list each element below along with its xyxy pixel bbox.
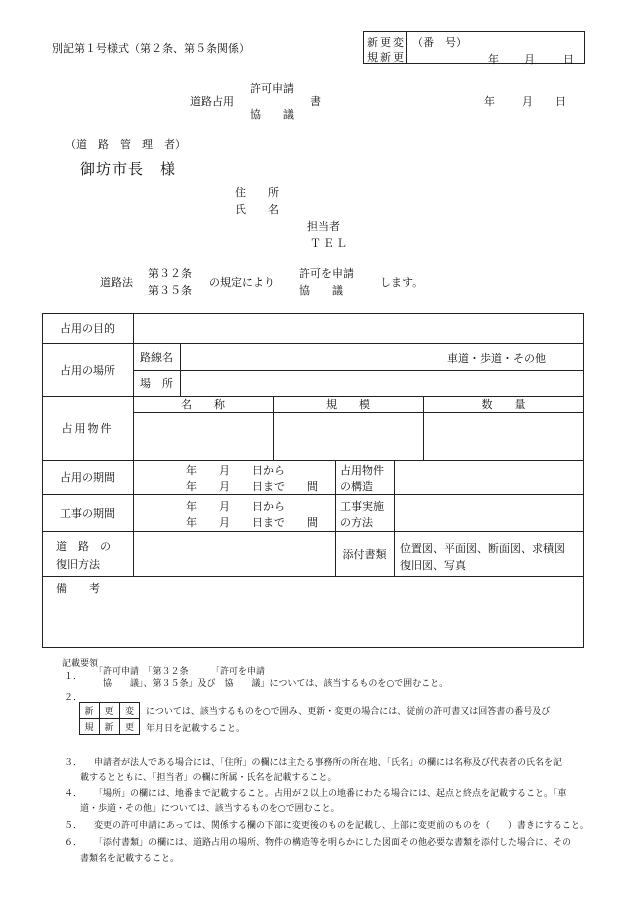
place-label: 占用の場所 <box>60 363 115 377</box>
title-date-month: 月 <box>522 95 533 108</box>
note4-line1: 「場所」の欄には、地番まで記載すること。占用が２以上の地番にわたる場合には、起点と終点を記載すること。「車 <box>94 789 567 799</box>
stamp-date-day: 日 <box>563 53 574 66</box>
title-option-bottom: 協 議 <box>250 108 294 121</box>
attachments-line2: 復旧図、写真 <box>400 559 466 572</box>
location-label: 場 所 <box>140 377 173 390</box>
note4-line2: 道・歩道・その他」については、該当するものを○で囲むこと。 <box>80 804 340 814</box>
notes-heading: 記載要領 <box>62 659 99 669</box>
column-name: 名 称 <box>181 398 225 411</box>
road-type-options: 車道・歩道・その他 <box>447 352 546 365</box>
note5-line1: 変更の許可申請にあっては、関係する欄の下部に変更後のものを記載し、上部に変更前のものを（ ）書きにすること。 <box>94 821 589 831</box>
route-name-label: 路線名 <box>140 350 173 364</box>
work-period-label: 工事の期間 <box>60 506 115 520</box>
note1-line2: 協 議」、第３５条」及び 協 議」については、該当するものを○で囲むこと。 <box>94 679 449 689</box>
article-top: 第３２条 <box>148 267 192 280</box>
stamp-date-month: 月 <box>524 53 535 66</box>
title-prefix: 道路占用 <box>190 95 234 108</box>
road-manager-label: （道 路 管 理 者） <box>65 138 186 151</box>
note6-line1: 「添付書類」の欄には、道路占用の場所、物件の構造等を明らかにした図面その他必要な書類を添付した場合に、その <box>94 838 572 848</box>
request-top: 許可を申請 <box>299 267 354 280</box>
note1-line1: 「許可申請 「第３２条 「許可を申請 <box>94 667 266 677</box>
note2-box-cell: 新 <box>104 723 114 733</box>
note2-box-cell: 更 <box>104 706 114 717</box>
address-label: 住 所 <box>235 186 279 199</box>
attachments-label: 添付書類 <box>342 547 387 561</box>
work-method-label-bottom: の方法 <box>340 516 373 529</box>
purpose-label: 占用の目的 <box>60 322 115 335</box>
contact-person-label: 担当者 <box>307 220 340 233</box>
note6-line2: 書類名を記載すること。 <box>80 854 180 864</box>
name-label: 氏 名 <box>235 203 279 216</box>
column-quantity: 数 量 <box>481 398 526 411</box>
title-date-year: 年 <box>484 95 495 108</box>
restore-label-bottom: 復旧方法 <box>56 558 100 571</box>
note3-line1: 申請者が法人である場合には、「住所」の欄には主たる事務所の所在地、「氏名」の欄には名称及び代表者の氏名を記 <box>94 758 563 768</box>
period-label: 占用の期間 <box>60 471 115 484</box>
note2-box-cell: 新 <box>84 706 94 717</box>
stamp-row-bottom: 規新更 <box>367 51 406 64</box>
statement-ending: します。 <box>380 276 424 289</box>
article-bottom: 第３５条 <box>148 284 192 297</box>
note1-number: １． <box>64 672 83 682</box>
work-to: 年 月 日まで 間 <box>186 516 318 529</box>
column-scale: 規 模 <box>326 398 370 411</box>
note2-line1: については、該当するものを○で囲み、更新・変更の場合には、従前の許可書又は回答書の番号及び <box>146 707 551 717</box>
period-from: 年 月 日から <box>186 464 285 477</box>
note2-box-cell: 更 <box>124 723 134 733</box>
note6-number: ６． <box>64 838 83 848</box>
structure-label-bottom: の構造 <box>340 480 373 493</box>
addressee-name: 御坊市長 様 <box>80 160 177 178</box>
work-method-label-top: 工事実施 <box>340 500 384 513</box>
note4-number: ４． <box>64 789 83 799</box>
request-bottom: 協 議 <box>299 284 343 297</box>
number-label: （番 号） <box>412 36 467 49</box>
law-label: 道路法 <box>100 276 133 289</box>
objects-label: 占用物件 <box>61 422 114 435</box>
title-suffix: 書 <box>310 95 321 108</box>
title-date-day: 日 <box>555 95 566 108</box>
attachments-line1: 位置図、平面図、断面図、求積図 <box>400 542 565 555</box>
statement-middle: の規定により <box>209 276 275 289</box>
form-number: 別記第１号様式（第２条、第５条関係） <box>52 42 250 55</box>
work-from: 年 月 日から <box>186 500 285 513</box>
stamp-date-year: 年 <box>488 53 499 66</box>
note3-line2: 載するとともに、「担当者」の欄に所属・氏名を記載すること。 <box>80 773 337 783</box>
note2-box-cell: 変 <box>124 706 134 717</box>
note2-number: ２． <box>64 693 83 703</box>
note2-line2: 年月日を記載すること。 <box>146 724 246 734</box>
stamp-row-top: 新更変 <box>367 36 406 49</box>
note2-box-cell: 規 <box>84 723 94 733</box>
remarks-label: 備 考 <box>56 582 100 595</box>
period-to: 年 月 日まで 間 <box>186 480 318 493</box>
note3-number: ３． <box>64 758 83 768</box>
tel-label: ＴＥＬ <box>310 237 349 250</box>
restore-label-top: 道 路 の <box>56 540 111 553</box>
note5-number: ５． <box>64 821 83 831</box>
title-option-top: 許可申請 <box>250 82 294 95</box>
structure-label-top: 占用物件 <box>340 464 384 477</box>
